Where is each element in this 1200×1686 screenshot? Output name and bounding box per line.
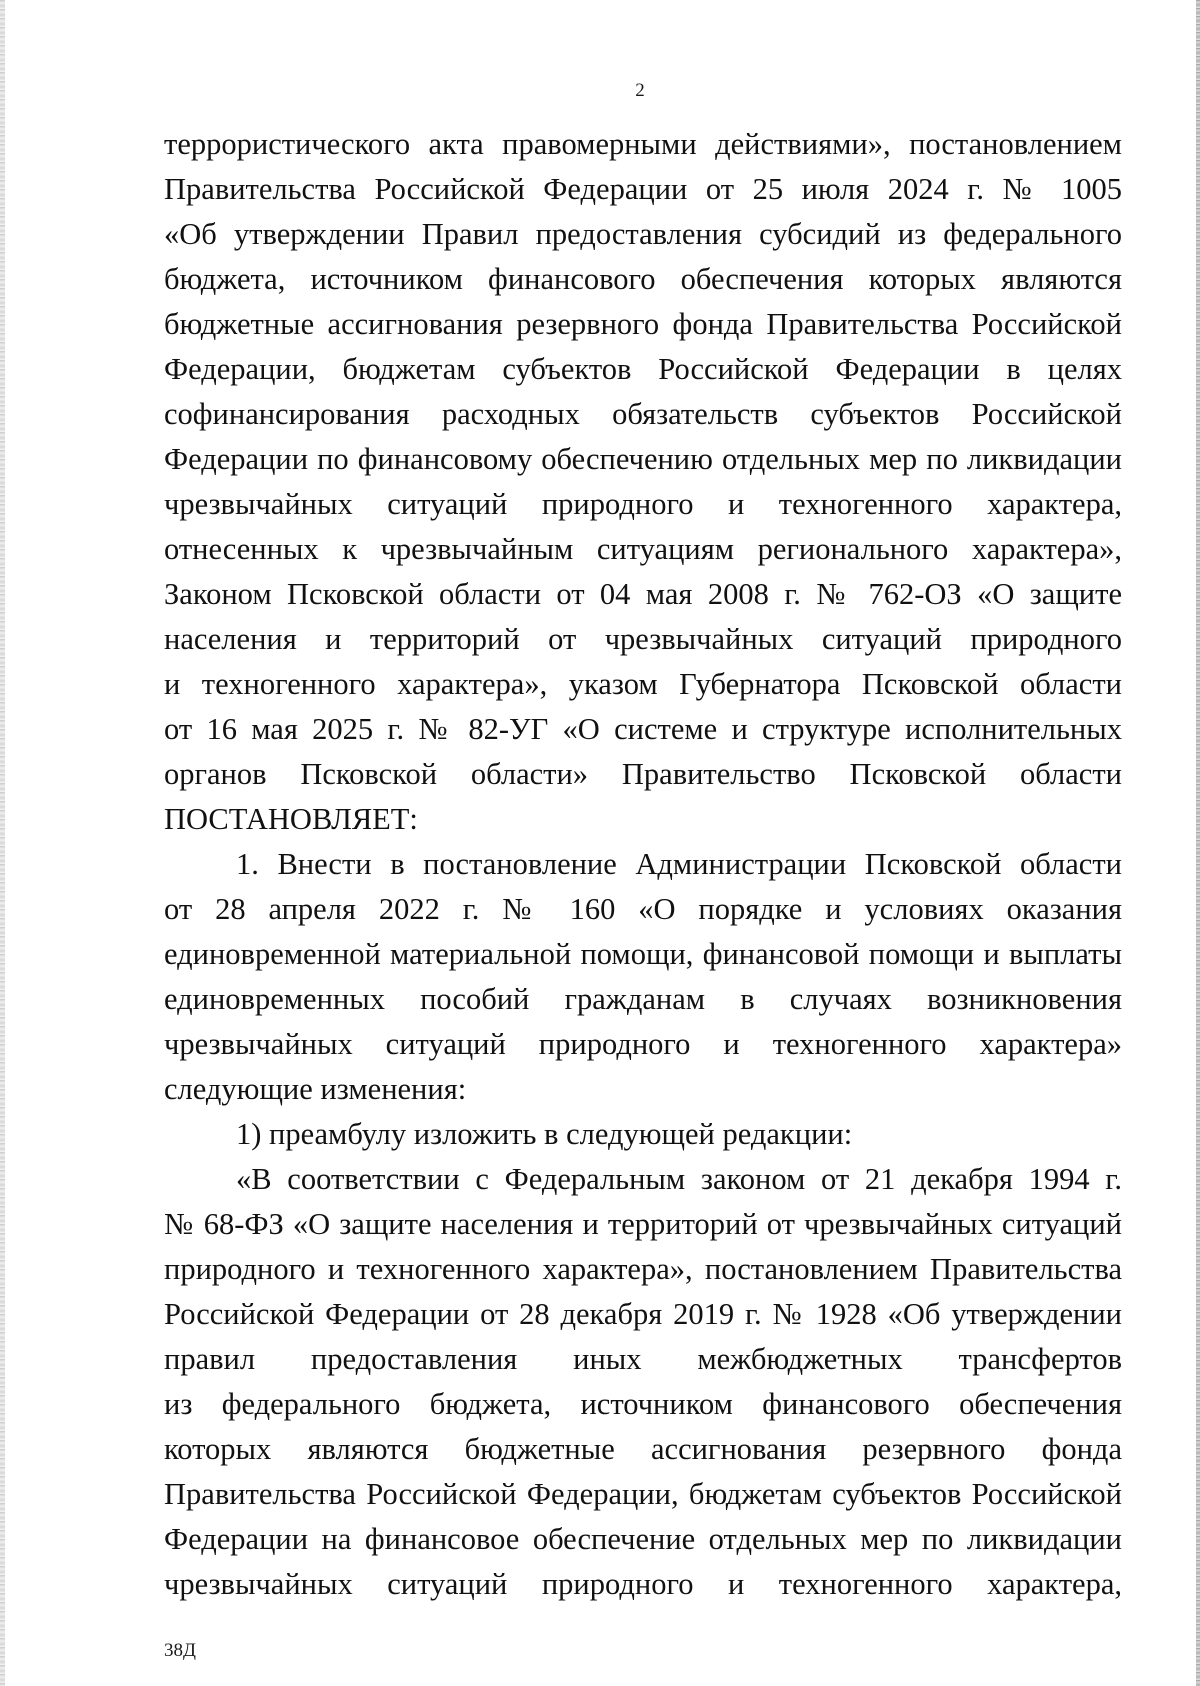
text-line: софинансирования расходных обязательств субъектов Российской (164, 397, 1122, 431)
text-line: 1. Внести в постановление Администрации Псковской области (236, 847, 1122, 881)
scan-edge-right (1196, 0, 1200, 1686)
text-line: и техногенного характера», указом Губернатора Псковской области (164, 667, 1122, 701)
text-line: «В соответствии с Федеральным законом от 21 декабря 1994 г. (236, 1162, 1122, 1196)
text-line: «Об утверждении Правил предоставления субсидий из федерального (164, 217, 1122, 251)
text-line: Федерации на финансовое обеспечение отдельных мер по ликвидации (164, 1522, 1122, 1556)
text-line: бюджета, источником финансового обеспечения которых являются (164, 262, 1122, 296)
text-line: чрезвычайных ситуаций природного и техногенного характера, (164, 487, 1122, 521)
text-line: населения и территорий от чрезвычайных ситуаций природного (164, 622, 1122, 656)
text-line: чрезвычайных ситуаций природного и техногенного характера» (164, 1027, 1122, 1061)
text-line: ПОСТАНОВЛЯЕТ: (164, 802, 418, 836)
text-line: природного и техногенного характера», постановлением Правительства (164, 1252, 1122, 1286)
text-line: отнесенных к чрезвычайным ситуациям регионального характера», (164, 532, 1122, 566)
text-line: чрезвычайных ситуаций природного и техногенного характера, (164, 1567, 1122, 1601)
page-number: 2 (635, 80, 645, 101)
text-line: 1) преамбулу изложить в следующей редакции: (236, 1117, 853, 1151)
text-line: Федерации по финансовому обеспечению отдельных мер по ликвидации (164, 442, 1122, 476)
text-line: которых являются бюджетные ассигнования резервного фонда (164, 1432, 1122, 1466)
text-line: из федерального бюджета, источником финансового обеспечения (164, 1387, 1122, 1421)
text-line: бюджетные ассигнования резервного фонда Правительства Российской (164, 307, 1122, 341)
text-line: Российской Федерации от 28 декабря 2019 г. № 1928 «Об утверждении (164, 1297, 1122, 1331)
text-line: следующие изменения: (164, 1072, 467, 1106)
footer-code: 38Д (164, 1640, 196, 1661)
text-line: единовременных пособий гражданам в случаях возникновения (164, 982, 1122, 1016)
text-line: № 68-ФЗ «О защите населения и территорий от чрезвычайных ситуаций (164, 1207, 1122, 1241)
text-line: террористического акта правомерными действиями», постановлением (164, 127, 1122, 161)
text-line: Правительства Российской Федерации, бюджетам субъектов Российской (164, 1477, 1122, 1511)
document-body (164, 122, 1122, 1607)
scan-edge-left (0, 0, 5, 1686)
text-line: единовременной материальной помощи, финансовой помощи и выплаты (164, 937, 1122, 971)
text-line: Законом Псковской области от 04 мая 2008 г. № 762-ОЗ «О защите (164, 577, 1122, 611)
text-line: Федерации, бюджетам субъектов Российской Федерации в целях (164, 352, 1122, 386)
text-line: Правительства Российской Федерации от 25 июля 2024 г. № 1005 (164, 172, 1122, 206)
text-line: правил предоставления иных межбюджетных трансфертов (164, 1342, 1122, 1376)
text-line: органов Псковской области» Правительство Псковской области (164, 757, 1122, 791)
text-line: от 28 апреля 2022 г. № 160 «О порядке и условиях оказания (164, 892, 1122, 926)
text-line: от 16 мая 2025 г. № 82-УГ «О системе и структуре исполнительных (164, 712, 1122, 746)
